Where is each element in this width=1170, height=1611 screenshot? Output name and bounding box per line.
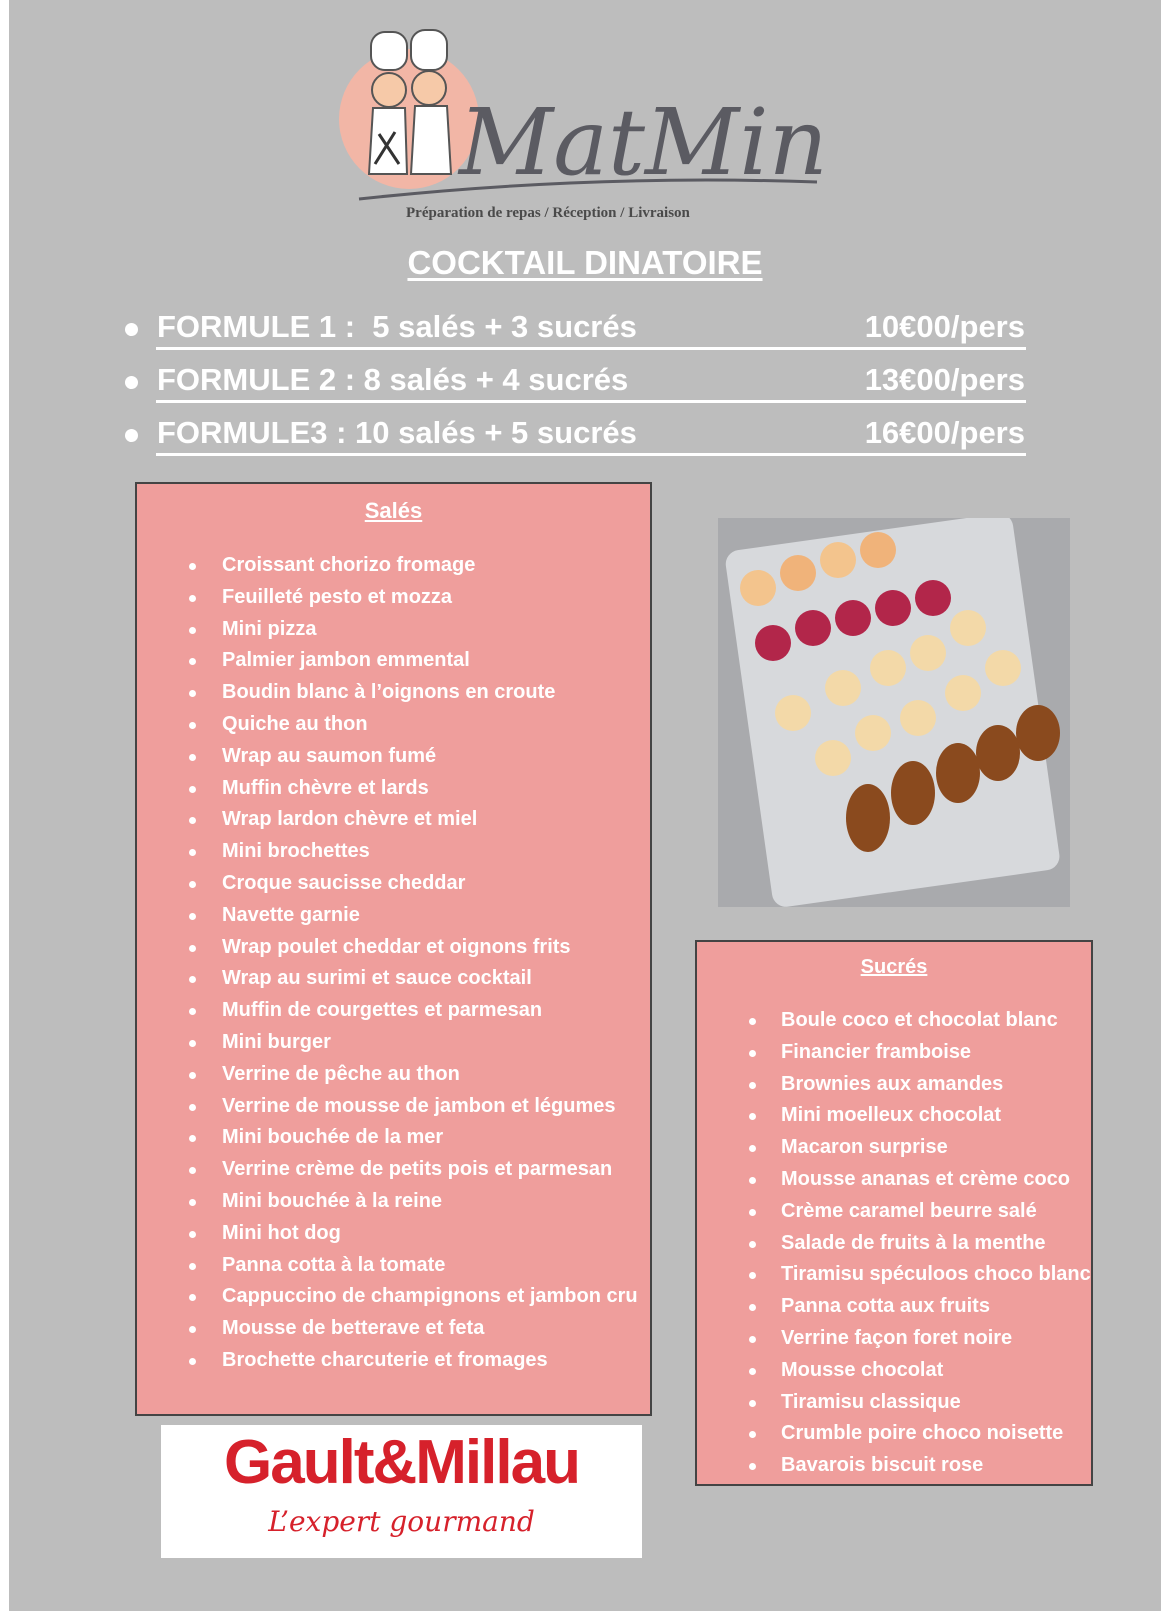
formule-row (119, 309, 1039, 362)
sucres-item: Verrine façon foret noire (697, 1323, 1091, 1355)
sales-item: Croissant chorizo fromage (137, 550, 650, 582)
sales-item: Brochette charcuterie et fromages (137, 1345, 650, 1377)
sales-item: Boudin blanc à l’oignons en croute (137, 677, 650, 709)
sales-title: Salés (364, 498, 423, 523)
sales-item: Wrap lardon chèvre et miel (137, 804, 650, 836)
sales-item: Mini burger (137, 1027, 650, 1059)
sales-item: Cappuccino de champignons et jambon cru (137, 1281, 650, 1313)
sales-item: Verrine de mousse de jambon et légumes (137, 1091, 650, 1123)
sales-item: Wrap poulet cheddar et oignons frits (137, 932, 650, 964)
sales-item: Panna cotta à la tomate (137, 1250, 650, 1282)
sales-item: Muffin de courgettes et parmesan (137, 995, 650, 1027)
formule-label: FORMULE 2 : 8 salés + 4 sucrés (157, 362, 629, 397)
sales-box (135, 482, 652, 1416)
sucres-title: Sucrés (860, 956, 928, 978)
sucres-item: Bavarois biscuit rose (697, 1450, 1091, 1482)
gault-millau-logo (161, 1425, 642, 1558)
gault-millau-slogan: L’expert gourmand (268, 1505, 535, 1538)
sales-item: Mini brochettes (137, 836, 650, 868)
sucres-item: Brownies aux amandes (697, 1069, 1091, 1101)
sales-item: Verrine de pêche au thon (137, 1059, 650, 1091)
formule-label: FORMULE3 : 10 salés + 5 sucrés (157, 415, 637, 450)
food-photo (718, 518, 1070, 907)
formule-price: 16€00/pers (864, 415, 1025, 450)
sucres-item: Tiramisu spéculoos choco blanc (697, 1259, 1091, 1291)
gault-millau-name: Gault&Millau (224, 1428, 579, 1497)
sucres-item: Mousse chocolat (697, 1355, 1091, 1387)
formule-label: FORMULE 1 : 5 salés + 3 sucrés (157, 309, 637, 344)
sucres-item: Crumble poire choco noisette (697, 1418, 1091, 1450)
sucres-item: Mini moelleux chocolat (697, 1100, 1091, 1132)
sucres-list (697, 1005, 1091, 1482)
flyer-page (9, 0, 1161, 1611)
sucres-box (695, 940, 1093, 1486)
matmin-logo (339, 24, 859, 229)
bullet-icon (125, 376, 138, 389)
sucres-item: Panna cotta aux fruits (697, 1291, 1091, 1323)
sales-item: Mini hot dog (137, 1218, 650, 1250)
sales-item: Muffin chèvre et lards (137, 773, 650, 805)
sales-item: Mini bouchée de la mer (137, 1122, 650, 1154)
sales-item: Croque saucisse cheddar (137, 868, 650, 900)
page-title: COCKTAIL DINATOIRE (407, 244, 763, 281)
sucres-item: Financier framboise (697, 1037, 1091, 1069)
logo-tagline: Préparation de repas / Réception / Livraison (406, 205, 690, 221)
sales-item: Wrap au saumon fumé (137, 741, 650, 773)
sales-item: Mini pizza (137, 614, 650, 646)
sales-list (137, 550, 650, 1377)
sucres-item: Crème caramel beurre salé (697, 1196, 1091, 1228)
sucres-item: Mousse ananas et crème coco (697, 1164, 1091, 1196)
bullet-icon (125, 323, 138, 336)
sales-item: Feuilleté pesto et mozza (137, 582, 650, 614)
sales-item: Navette garnie (137, 900, 650, 932)
sales-item: Mousse de betterave et feta (137, 1313, 650, 1345)
sales-item: Palmier jambon emmental (137, 645, 650, 677)
formule-row (119, 415, 1039, 468)
sucres-item: Boule coco et chocolat blanc (697, 1005, 1091, 1037)
sucres-item: Macaron surprise (697, 1132, 1091, 1164)
sales-item: Mini bouchée à la reine (137, 1186, 650, 1218)
sucres-item: Salade de fruits à la menthe (697, 1228, 1091, 1260)
formule-price: 13€00/pers (864, 362, 1025, 397)
sales-item: Wrap au surimi et sauce cocktail (137, 963, 650, 995)
formule-row (119, 362, 1039, 415)
sales-item: Verrine crème de petits pois et parmesan (137, 1154, 650, 1186)
formules-list (119, 309, 1039, 468)
sucres-item: Tiramisu classique (697, 1387, 1091, 1419)
brand-name: MatMin (459, 89, 828, 196)
bullet-icon (125, 429, 138, 442)
sales-item: Quiche au thon (137, 709, 650, 741)
formule-price: 10€00/pers (864, 309, 1025, 344)
